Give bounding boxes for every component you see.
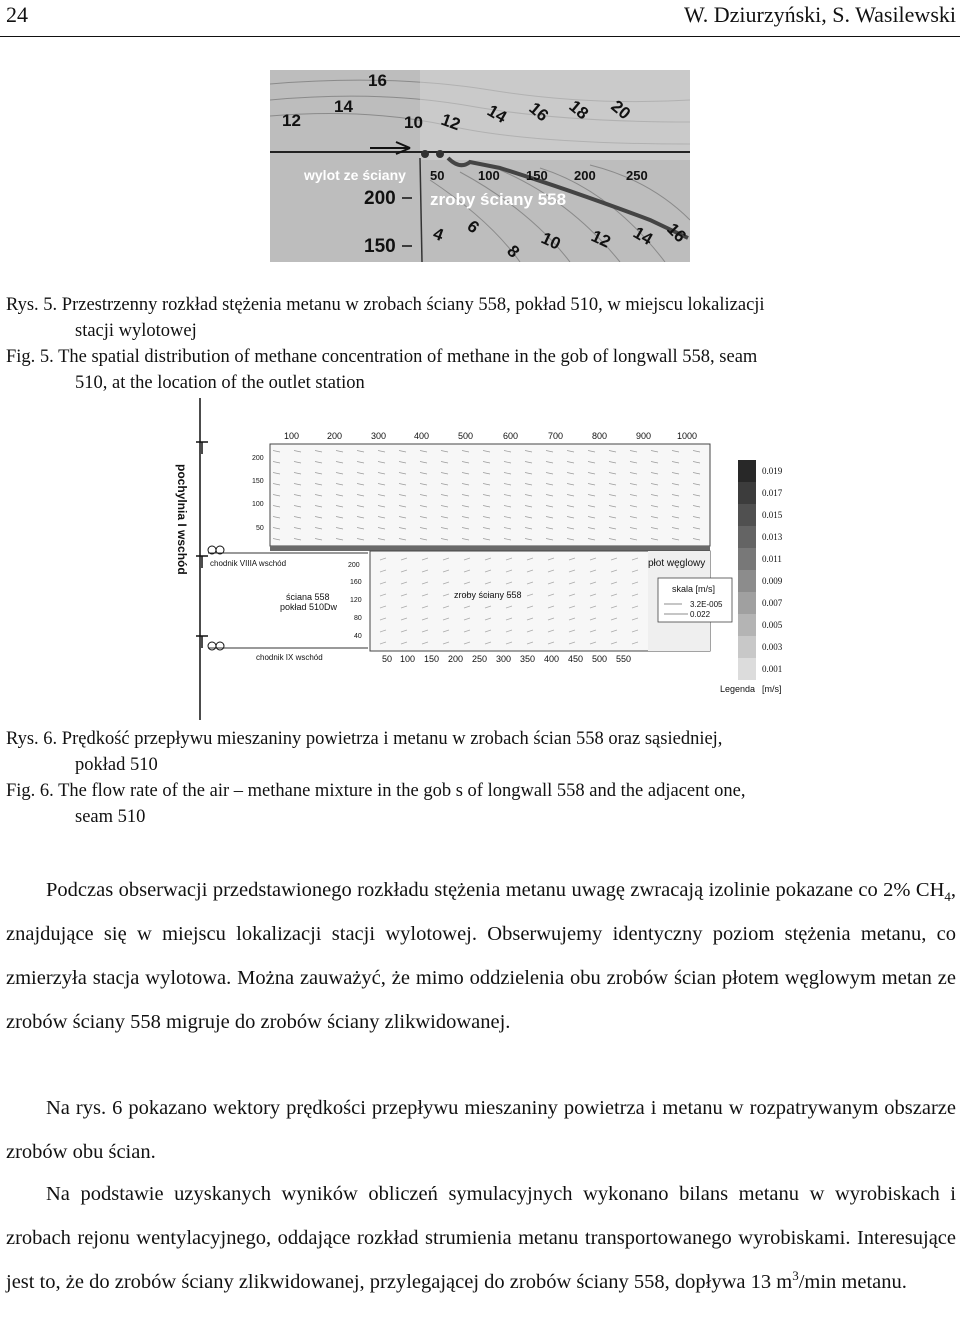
top-x-tick: 400 xyxy=(414,431,430,441)
legend-swatch xyxy=(738,570,756,592)
top-x-tick: 600 xyxy=(503,431,519,441)
bottom-x-tick: 350 xyxy=(520,654,536,664)
mid-y-tick: 40 xyxy=(354,633,362,640)
body-paragraph-3 xyxy=(6,1172,956,1304)
caption-en-line: Fig. 5. The spatial distribution of methane concentration of methane in the gob of longwall 558, seam xyxy=(6,347,758,367)
label-wall: ściana 558 xyxy=(286,592,330,602)
mid-y-tick: 200 xyxy=(348,562,360,569)
isoline-label: 4 xyxy=(430,223,447,245)
legend-value: 0.005 xyxy=(762,620,783,630)
top-x-tick: 700 xyxy=(548,431,564,441)
figure-5-contour-map xyxy=(270,70,690,262)
subscript: 4 xyxy=(944,889,951,905)
body-paragraph-2 xyxy=(6,1086,956,1174)
legend-colorbar xyxy=(738,460,756,680)
x-tick: 50 xyxy=(430,168,445,183)
bottom-x-tick: 100 xyxy=(400,654,416,664)
mid-y-tick: 160 xyxy=(350,579,362,586)
superscript: 3 xyxy=(792,1268,799,1284)
bottom-x-tick: 550 xyxy=(616,654,632,664)
running-header xyxy=(0,0,960,40)
scale-min: 3.2E-005 xyxy=(690,600,723,609)
y-tick: 200 xyxy=(364,188,396,209)
running-title: W. Dziurzyński, S. Wasilewski xyxy=(684,2,956,27)
upper-gob-field xyxy=(270,444,710,546)
label-gob: zroby ściany 558 xyxy=(454,590,522,600)
label-pillar: płot węglowy xyxy=(648,558,706,569)
figure-5-caption xyxy=(6,292,956,396)
legend-swatch xyxy=(738,482,756,504)
isoline-label: 12 xyxy=(588,226,614,252)
top-x-tick: 1000 xyxy=(677,431,698,441)
isoline-label: 14 xyxy=(484,101,510,127)
isoline-label: 6 xyxy=(463,216,483,238)
caption-en-line: 510, at the location of the outlet station xyxy=(75,373,365,393)
isoline-label: 14 xyxy=(630,223,656,249)
paragraph-text: Podczas obserwacji przedstawionego rozkładu stężenia metanu uwagę zwracają izolinie pokazane co 2% CH xyxy=(46,879,945,901)
station-icon xyxy=(421,150,429,158)
x-tick: 150 xyxy=(526,168,548,183)
mid-y-tick: 80 xyxy=(354,615,362,622)
station-icon xyxy=(436,150,444,158)
scale-max: 0.022 xyxy=(690,610,711,619)
isoline-label: 8 xyxy=(503,241,524,262)
caption-pl-line: pokład 510 xyxy=(75,755,158,775)
label-gob: zroby ściany 558 xyxy=(430,190,567,209)
isoline-label: 12 xyxy=(282,111,301,130)
figure-6-caption xyxy=(6,726,956,830)
bottom-x-tick: 50 xyxy=(382,654,393,664)
legend-value: 0.003 xyxy=(762,642,783,652)
top-x-tick: 100 xyxy=(284,431,300,441)
x-tick: 200 xyxy=(574,168,596,183)
legend-swatch xyxy=(738,636,756,658)
legend-swatch xyxy=(738,548,756,570)
incline-marker-icon xyxy=(196,636,208,648)
incline-marker-icon xyxy=(196,442,208,454)
left-y-tick: 200 xyxy=(252,455,264,462)
x-tick: 100 xyxy=(478,168,500,183)
bottom-x-tick: 250 xyxy=(472,654,488,664)
bottom-x-tick: 450 xyxy=(568,654,584,664)
label-outlet: wylot ze ściany xyxy=(304,167,406,183)
legend-swatch xyxy=(738,504,756,526)
caption-pl-line: stacji wylotowej xyxy=(75,321,197,341)
paragraph-text: Na podstawie uzyskanych wyników obliczeń symulacyjnych wykonano bilans metanu w wyrobiskach i zrobach rejonu wentylacyjnego, oddające rozkład strumienia metanu transportowanego wyrobiskami. Interesujące jest to, że do zrobów ściany zlikwidowanej, przylegającej do zrobów ściany 558, dopływa 13 m xyxy=(6,1183,956,1293)
isoline-label: 16 xyxy=(663,219,690,247)
isoline-label: 10 xyxy=(538,228,564,254)
isoline-label: 20 xyxy=(607,96,635,124)
caption-en-line: seam 510 xyxy=(75,807,146,827)
isoline-label: 10 xyxy=(404,113,423,132)
legend-title: Legenda xyxy=(720,684,756,694)
body-paragraph-1 xyxy=(6,868,956,1044)
header-rule xyxy=(0,36,960,37)
label-seam: pokład 510Dw xyxy=(280,602,338,612)
upper-drift-band xyxy=(270,546,710,551)
legend-swatch xyxy=(738,526,756,548)
label-drift-ix: chodnik IX wschód xyxy=(256,653,323,662)
left-y-tick: 100 xyxy=(252,501,264,508)
left-y-tick: 50 xyxy=(256,525,264,532)
top-x-tick: 800 xyxy=(592,431,608,441)
bottom-x-tick: 150 xyxy=(424,654,440,664)
isoline-label: 12 xyxy=(438,109,463,135)
isoline-label: 16 xyxy=(368,71,387,90)
legend-value: 0.009 xyxy=(762,576,783,586)
left-y-tick: 150 xyxy=(252,478,264,485)
legend-unit: [m/s] xyxy=(762,684,782,694)
legend-value: 0.011 xyxy=(762,554,782,564)
legend-swatch xyxy=(738,460,756,482)
caption-en-line: Fig. 6. The flow rate of the air – methane mixture in the gob s of longwall 558 and the adjacent one, xyxy=(6,781,746,801)
x-tick: 250 xyxy=(626,168,648,183)
legend-swatch xyxy=(738,592,756,614)
legend-swatch xyxy=(738,658,756,680)
legend-value: 0.017 xyxy=(762,488,783,498)
page-number: 24 xyxy=(6,2,28,27)
paragraph-text: Na rys. 6 pokazano wektory prędkości przepływu mieszaniny powietrza i metanu w rozpatrywanym obszarze zrobów obu ścian. xyxy=(6,1097,956,1163)
top-x-tick: 900 xyxy=(636,431,652,441)
label-incline: pochylnia I wschód xyxy=(175,464,189,575)
bottom-x-tick: 500 xyxy=(592,654,608,664)
bottom-x-tick: 300 xyxy=(496,654,512,664)
bottom-x-tick: 400 xyxy=(544,654,560,664)
scale-title: skala [m/s] xyxy=(672,584,716,594)
fan-icon xyxy=(216,642,224,650)
figure-6-velocity-map xyxy=(168,398,798,720)
paragraph-text: /min metanu. xyxy=(798,1271,907,1293)
y-tick: 150 xyxy=(364,236,396,257)
top-x-tick: 300 xyxy=(371,431,387,441)
top-x-tick: 200 xyxy=(327,431,343,441)
isoline-label: 18 xyxy=(565,96,593,124)
incline-marker-icon xyxy=(196,556,208,568)
caption-pl-line: Rys. 5. Przestrzenny rozkład stężenia metanu w zrobach ściany 558, pokład 510, w miejscu lokalizacji xyxy=(6,295,765,315)
bottom-x-tick: 200 xyxy=(448,654,464,664)
top-x-tick: 500 xyxy=(458,431,474,441)
mid-y-tick: 120 xyxy=(350,597,362,604)
legend-swatch xyxy=(738,614,756,636)
fan-icon xyxy=(208,642,216,650)
legend-value: 0.019 xyxy=(762,466,783,476)
isoline-label: 16 xyxy=(525,98,553,126)
legend-value: 0.013 xyxy=(762,532,783,542)
isoline-label: 14 xyxy=(334,97,353,116)
legend-value: 0.007 xyxy=(762,598,783,608)
legend-value: 0.001 xyxy=(762,664,783,674)
label-drift-viiia: chodnik VIIIA wschód xyxy=(210,559,287,568)
caption-pl-line: Rys. 6. Prędkość przepływu mieszaniny powietrza i metanu w zrobach ścian 558 oraz sąsiedniej, xyxy=(6,729,723,749)
paragraph-text: , znajdujące się w miejscu lokalizacji stacji wylotowej. Obserwujemy identyczny poziom stężenia metanu, co zmierzyła stacja wylotowa. Można zauważyć, że mimo oddzielenia obu zrobów ścian płotem węglowym metan ze zrobów ściany 558 migruje do zrobów ściany zlikwidowanej. xyxy=(6,879,956,1033)
legend-value: 0.015 xyxy=(762,510,783,520)
